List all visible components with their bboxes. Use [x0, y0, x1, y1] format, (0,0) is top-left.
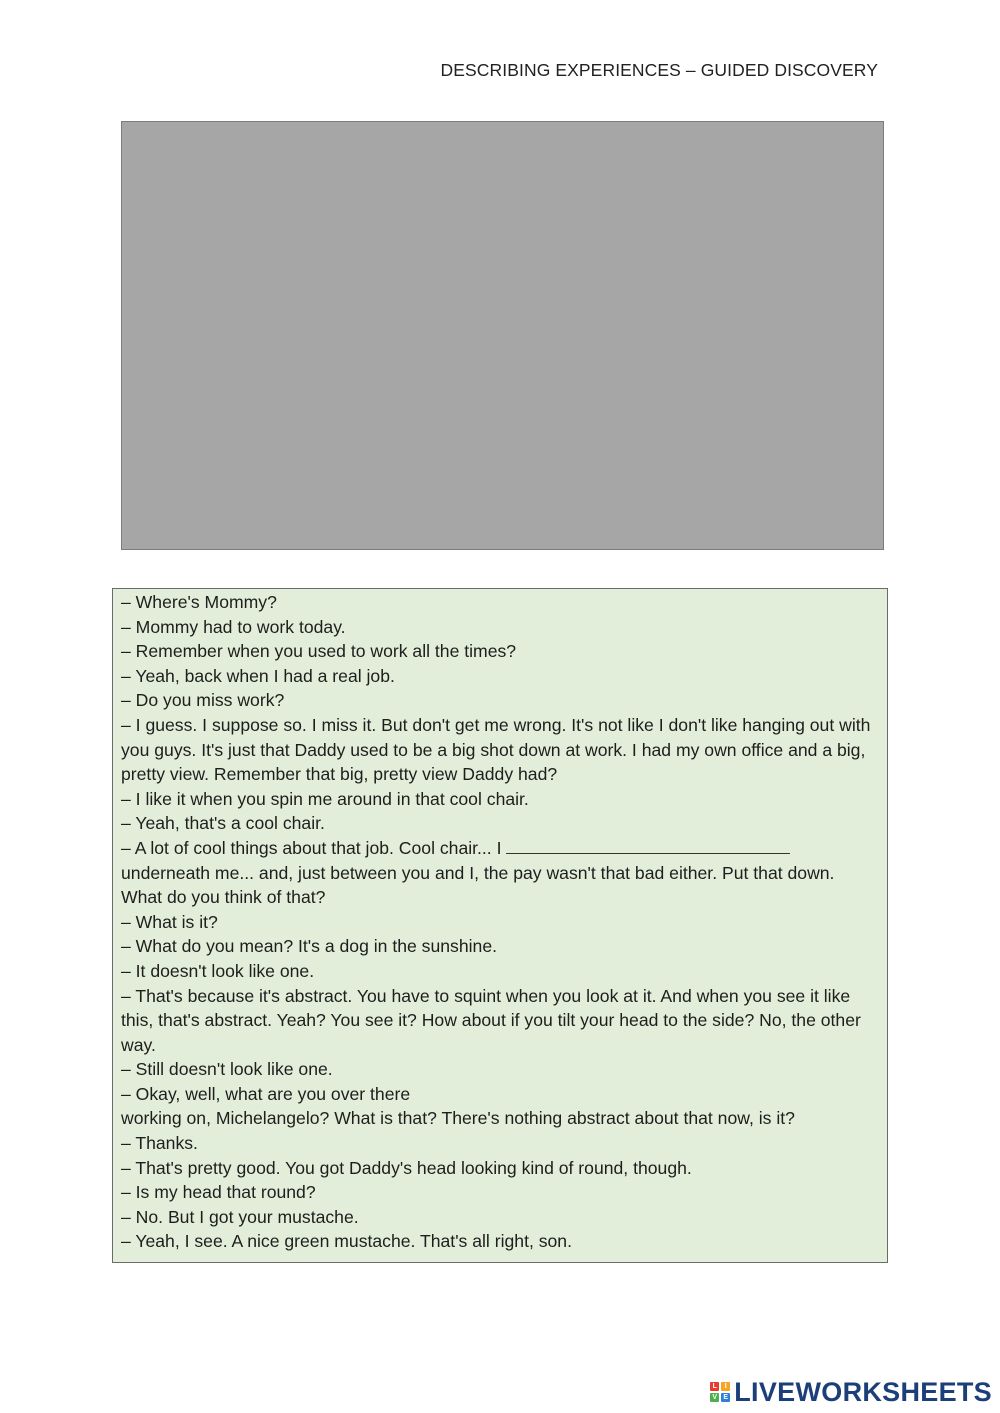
fill-in-blank[interactable] [506, 836, 790, 854]
transcript-gap-line [121, 836, 879, 910]
gap-text-before: – A lot of cool things about that job. Cool chair... I [121, 837, 507, 858]
transcript-line: – Yeah, I see. A nice green mustache. That's all right, son. [121, 1231, 572, 1252]
transcript-line: – That's pretty good. You got Daddy's head looking kind of round, though. [121, 1157, 692, 1178]
transcript-box [112, 588, 888, 1263]
transcript-line: – Yeah, that's a cool chair. [121, 813, 325, 834]
transcript-line: – Yeah, back when I had a real job. [121, 665, 395, 686]
logo-grid-icon [710, 1382, 730, 1402]
transcript-line: – Is my head that round? [121, 1182, 316, 1203]
transcript-line: working on, Michelangelo? What is that? There's nothing abstract about that now, is it? [121, 1108, 795, 1129]
transcript-line: – Where's Mommy? [121, 592, 277, 612]
transcript-line: – What is it? [121, 911, 218, 932]
transcript-line: – What do you mean? It's a dog in the sunshine. [121, 936, 497, 957]
gap-text-after: underneath me... and, just between you and I, the pay wasn't that bad either. Put that down. What do you think of that? [121, 862, 835, 908]
transcript-line: – Mommy had to work today. [121, 616, 346, 637]
transcript-line: – Do you miss work? [121, 690, 285, 711]
transcript-line: – Remember when you used to work all the times? [121, 641, 517, 662]
transcript-line: – I like it when you spin me around in that cool chair. [121, 788, 529, 809]
logo-letter-l: L [710, 1382, 719, 1391]
logo-letter-e: E [721, 1393, 730, 1402]
logo-letter-i: I [721, 1382, 730, 1391]
transcript-line: – No. But I got your mustache. [121, 1206, 359, 1227]
transcript-line: – I guess. I suppose so. I miss it. But don't get me wrong. It's not like I don't like hanging out with you guys. It's just that Daddy used to be a big shot down at work. I had my own office and a big, pretty view. Remember that big, pretty view Daddy had? [121, 714, 871, 785]
video-placeholder[interactable] [121, 121, 884, 550]
logo-text: LIVEWORKSHEETS [734, 1376, 992, 1407]
transcript-line: – That's because it's abstract. You have to squint when you look at it. And when you see it like this, that's abstract. Yeah? You see it? How about if you tilt your head to the side? No, the other way. [121, 985, 861, 1055]
transcript-line: – Thanks. [121, 1133, 198, 1154]
page-title: DESCRIBING EXPERIENCES – GUIDED DISCOVERY [440, 60, 878, 80]
logo-letter-v: V [710, 1393, 719, 1402]
transcript-line: – Okay, well, what are you over there [121, 1083, 411, 1104]
transcript-line: – Still doesn't look like one. [121, 1059, 333, 1080]
liveworksheets-logo[interactable] [710, 1377, 992, 1407]
transcript-line: – It doesn't look like one. [121, 960, 315, 981]
